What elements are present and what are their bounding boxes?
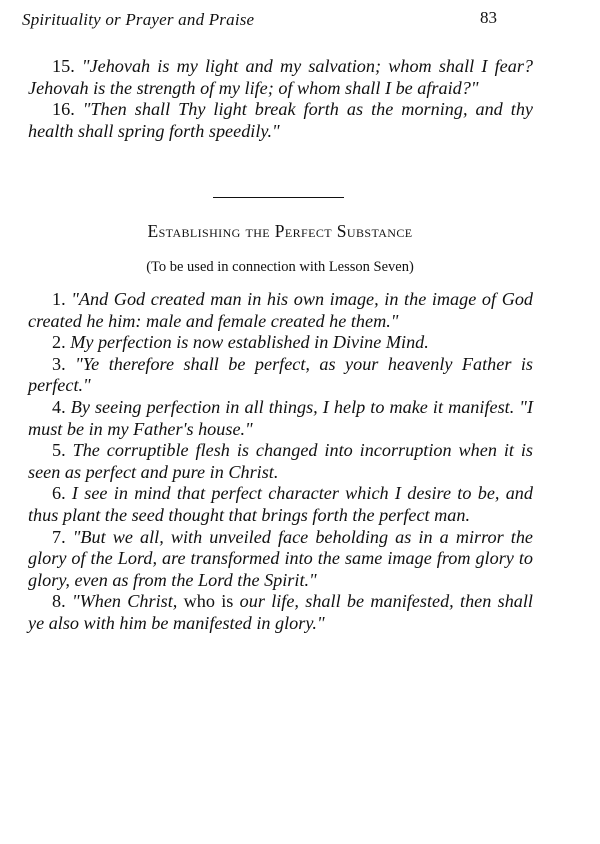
running-head: Spirituality or Prayer and Praise bbox=[22, 10, 255, 29]
affirmation-7 bbox=[28, 527, 533, 592]
affirmation-5 bbox=[28, 440, 533, 483]
verse-number: 16. bbox=[52, 99, 75, 120]
affirmation-2 bbox=[28, 332, 533, 354]
section-divider bbox=[213, 197, 344, 198]
top-verses bbox=[28, 56, 533, 142]
verse-text: "When Christ, bbox=[71, 591, 178, 612]
verse-text: "Ye therefore shall be perfect, as your heavenly Father is perfect." bbox=[28, 353, 533, 396]
verse-number: 6. bbox=[52, 483, 66, 504]
section-note: (To be used in connection with Lesson Seven) bbox=[146, 259, 414, 275]
verse-16 bbox=[28, 99, 533, 142]
verse-text: "And God created man in his own image, in the image of God created he him: male and female created he them." bbox=[28, 289, 534, 331]
verse-text: By seeing perfection in all things, I help to make it manifest. "I must be in my Father's house." bbox=[28, 396, 534, 439]
affirmation-3 bbox=[28, 354, 533, 397]
verse-number: 2. bbox=[52, 332, 66, 353]
verse-number: 1. bbox=[52, 289, 66, 309]
affirmation-4 bbox=[28, 397, 533, 440]
verse-number: 4. bbox=[52, 396, 66, 417]
section-title: Establishing the Perfect Substance bbox=[147, 221, 413, 241]
verse-number: 8. bbox=[52, 591, 66, 612]
verse-text: I see in mind that perfect character which I desire to be, and thus plant the seed thought that brings forth the perfect man. bbox=[28, 483, 533, 525]
verse-text: The corruptible flesh is changed into incorruption when it is seen as perfect and pure in Christ. bbox=[28, 440, 533, 482]
verse-number: 5. bbox=[52, 440, 66, 461]
verse-15 bbox=[28, 56, 533, 99]
affirmation-6 bbox=[28, 483, 533, 526]
page-number: 83 bbox=[480, 8, 497, 27]
numbered-affirmations bbox=[28, 289, 533, 635]
verse-number: 7. bbox=[52, 526, 66, 547]
verse-number: 15. bbox=[52, 56, 75, 76]
verse-text: "Then shall Thy light break forth as the morning, and thy health shall spring forth speedily." bbox=[28, 99, 534, 141]
verse-number: 3. bbox=[52, 353, 66, 374]
affirmation-8 bbox=[28, 591, 533, 634]
verse-text: "Jehovah is my light and my salvation; whom shall I fear? Jehovah is the strength of my life; of whom shall I be afraid?" bbox=[28, 56, 533, 98]
verse-text: "But we all, with unveiled face beholding as in a mirror the glory of the Lord, are transformed into the same image from glory to glory, even as from the Lord the Spirit." bbox=[28, 526, 533, 590]
verse-text: My perfection is now established in Divine Mind. bbox=[70, 332, 429, 353]
affirmation-1 bbox=[28, 289, 533, 332]
verse-text: our life, shall be manifested, then shall ye also with him be manifested in glory." bbox=[28, 591, 533, 633]
verse-text-roman: who is bbox=[177, 591, 240, 612]
